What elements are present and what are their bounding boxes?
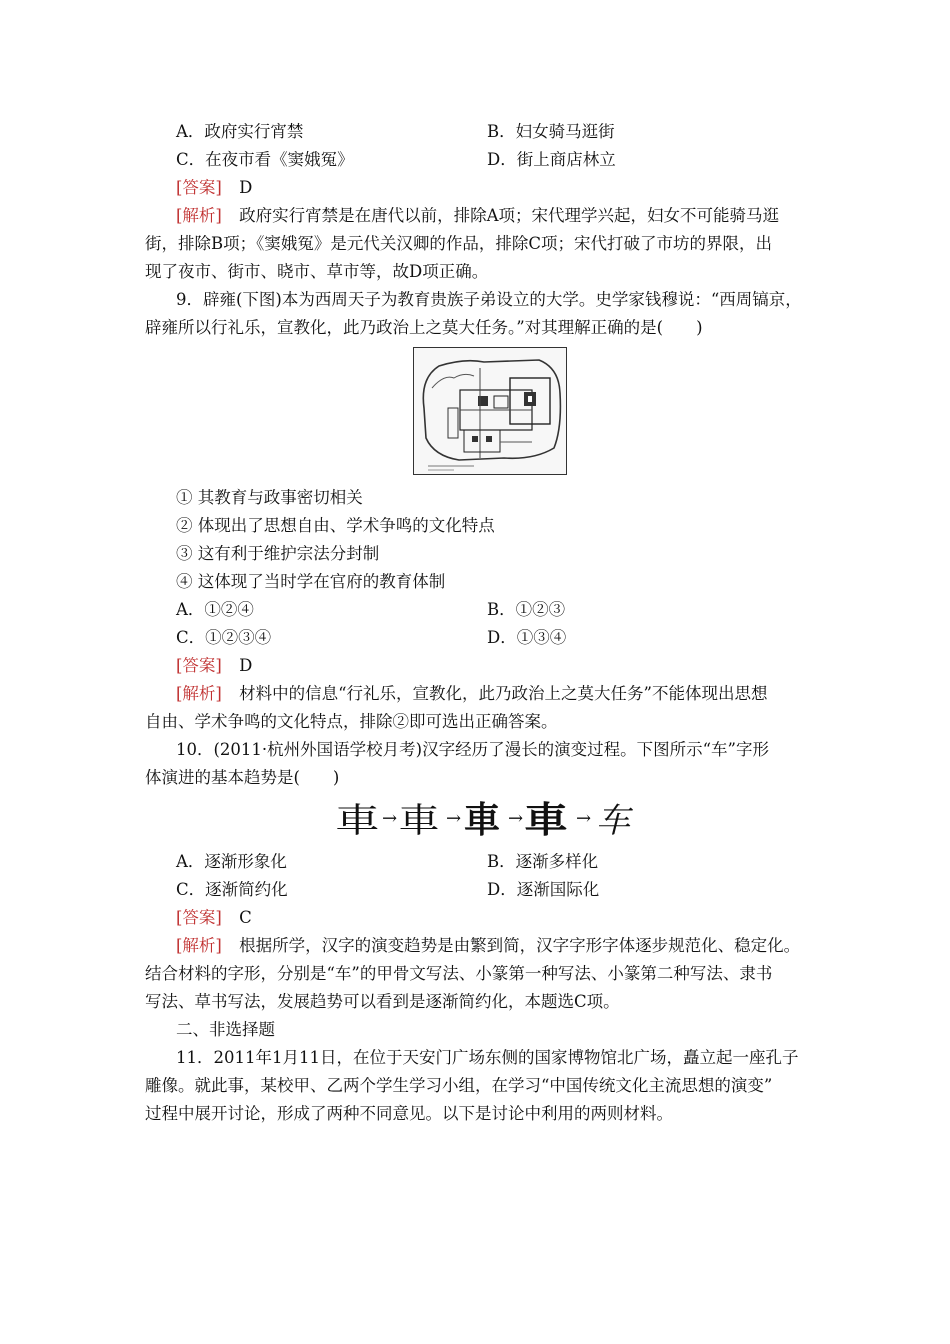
q9-item-2: ② 体现出了思想自由、学术争鸣的文化特点 xyxy=(176,516,495,535)
analysis-tag: [解析] xyxy=(176,684,222,703)
arrow-3: → xyxy=(508,808,524,829)
q9-analysis-line2: 自由、学术争鸣的文化特点，排除②即可选出正确答案。 xyxy=(145,712,558,731)
q8-analysis-line1 xyxy=(176,205,779,227)
q9-stem-line2: 辟雍所以行礼乐，宣教化，此乃政治上之莫大任务。”对其理解正确的是( ) xyxy=(145,318,703,337)
q11-stem-line2: 雕像。就此事，某校甲、乙两个学生学习小组，在学习“中国传统文化主流思想的演变” xyxy=(145,1076,773,1095)
q9-item-3: ③ 这有利于维护宗法分封制 xyxy=(176,544,380,563)
q10-analysis-line3: 写法、草书写法，发展趋势可以看到是逐渐简约化，本题选C项。 xyxy=(145,992,620,1011)
analysis-tag: [解析] xyxy=(176,936,222,955)
q8-answer: D xyxy=(239,178,253,197)
biyong-plan-figure xyxy=(413,347,567,475)
q10-analysis-line2: 结合材料的字形，分别是“车”的甲骨文写法、小篆第一种写法、小篆第二种写法、隶书 xyxy=(145,964,773,983)
analysis-tag: [解析] xyxy=(176,206,222,225)
q9-stem-line1: 9．辟雍(下图)本为西周天子为教育贵族子弟设立的大学。史学家钱穆说：“西周镐京， xyxy=(176,290,802,309)
q9-option-a: A．①②④ xyxy=(176,600,254,619)
q10-analysis-text1: 根据所学，汉字的演变趋势是由繁到简，汉字字形字体逐步规范化、稳定化。 xyxy=(239,936,801,955)
q9-option-c: C．①②③④ xyxy=(176,628,272,647)
glyph-cursive: 车 xyxy=(596,801,630,841)
q10-option-a: A．逐渐形象化 xyxy=(176,852,287,871)
answer-tag: [答案] xyxy=(176,178,222,197)
q8-option-a: A．政府实行宵禁 xyxy=(176,122,304,141)
q9-analysis-text1: 材料中的信息“行礼乐，宣教化，此乃政治上之莫大任务”不能体现出思想 xyxy=(239,684,768,703)
q10-option-d: D．逐渐国际化 xyxy=(487,880,600,899)
q10-answer: C xyxy=(239,908,252,927)
q10-analysis-line1 xyxy=(176,935,800,957)
arrow-4: → xyxy=(576,808,592,829)
q10-answer-line xyxy=(176,907,252,929)
q8-option-b: B．妇女骑马逛街 xyxy=(487,122,615,141)
q9-option-b: B．①②③ xyxy=(487,600,566,619)
q9-answer: D xyxy=(239,656,253,675)
glyph-seal-1: 車 xyxy=(398,801,440,841)
biyong-plan-drawing xyxy=(414,348,566,474)
q11-stem-line3: 过程中展开讨论，形成了两种不同意见。以下是讨论中利用的两则材料。 xyxy=(145,1104,673,1123)
q10-option-b: B．逐渐多样化 xyxy=(487,852,599,871)
arrow-2: → xyxy=(446,808,462,829)
q8-option-c: C．在夜市看《窦娥冤》 xyxy=(176,150,354,169)
section-heading: 二、非选择题 xyxy=(176,1020,275,1039)
q11-stem-line1: 11．2011年1月11日，在位于天安门广场东侧的国家博物馆北广场，矗立起一座孔子 xyxy=(176,1048,799,1067)
q9-answer-line xyxy=(176,655,252,677)
q10-option-c: C．逐渐简约化 xyxy=(176,880,288,899)
glyph-seal-2: 車 xyxy=(464,800,501,841)
q8-analysis-line3: 现了夜市、街市、晓市、草市等，故D项正确。 xyxy=(145,262,489,281)
q9-item-1: ① 其教育与政事密切相关 xyxy=(176,488,363,507)
answer-tag: [答案] xyxy=(176,656,222,675)
q10-stem-line1: 10．(2011·杭州外国语学校月考)汉字经历了漫长的演变过程。下图所示“车”字形 xyxy=(176,740,769,759)
q9-analysis-line1 xyxy=(176,683,768,705)
glyph-clerical: 車 xyxy=(524,800,568,841)
arrow-1: → xyxy=(382,808,398,829)
q8-analysis-line2: 街，排除B项；《窦娥冤》是元代关汉卿的作品，排除C项；宋代打破了市坊的界限，出 xyxy=(145,234,772,253)
q9-item-4: ④ 这体现了当时学在官府的教育体制 xyxy=(176,572,446,591)
q8-option-d: D．街上商店林立 xyxy=(487,150,616,169)
answer-tag: [答案] xyxy=(176,908,222,927)
che-character-evolution-figure xyxy=(336,800,636,842)
q8-analysis-text1: 政府实行宵禁是在唐代以前，排除A项；宋代理学兴起，妇女不可能骑马逛 xyxy=(239,206,780,225)
q10-stem-line2: 体演进的基本趋势是( ) xyxy=(145,768,340,787)
q9-option-d: D．①③④ xyxy=(487,628,567,647)
q8-answer-line xyxy=(176,177,252,199)
glyph-oracle-bone: 車 xyxy=(335,801,377,841)
